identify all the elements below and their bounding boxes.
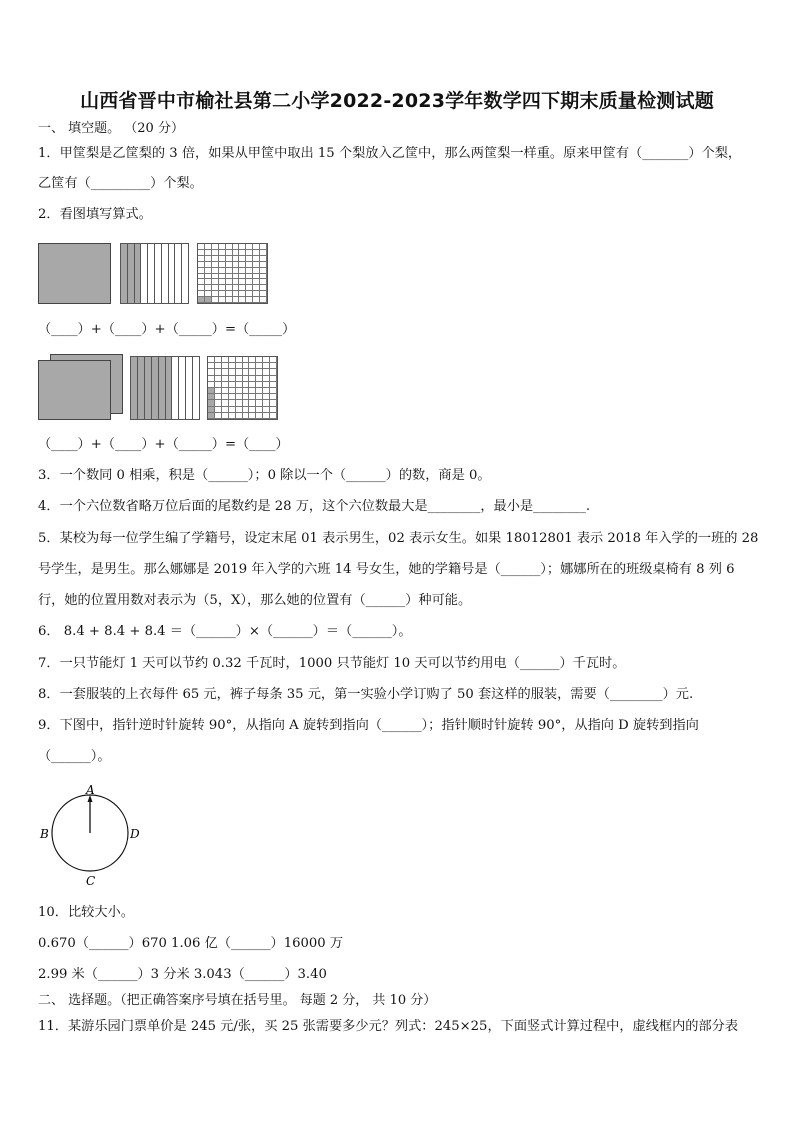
- question-5-line-2: 号学生，是男生。那么娜娜是 2019 年入学的六班 14 号女生，她的学籍号是（______）；娜娜所在的班级桌椅有 8 列 6: [38, 562, 735, 577]
- tenth-rod: [138, 357, 144, 419]
- question-6: 6． 8.4 + 8.4 + 8.4 ＝（______）×（______）＝（______）。: [38, 624, 412, 639]
- question-9-line-1: 9．下图中，指针逆时针旋转 90°，从指向 A 旋转到指向（______）；指针顺时针旋转 90°，从指向 D 旋转到指向: [38, 718, 699, 733]
- hundredth-cell: [236, 413, 243, 419]
- hundredth-cell: [239, 297, 246, 303]
- section-2-heading: 二、 选择题。（把正确答案序号填在括号里。 每题 2 分， 共 10 分）: [38, 993, 437, 1008]
- question-8: 8．一套服装的上衣每件 65 元，裤子每条 35 元，第一实验小学订购了 50 套这样的服装，需要（________）元.: [38, 687, 694, 702]
- hundredth-cell: [233, 297, 240, 303]
- question-2-text: 2．看图填写算式。: [38, 207, 152, 222]
- hundredth-cell: [208, 413, 215, 419]
- question-5-line-3: 行，她的位置用数对表示为（5，X），那么她的位置有（______）种可能。: [38, 593, 472, 608]
- question-10-line-2: 2.99 米（______）3 分米 3.043（______）3.40: [38, 967, 327, 982]
- figure-1-whole-square: [38, 243, 111, 304]
- question-5-line-1: 5．某校为每一位学生编了学籍号，设定末尾 01 表示男生，02 表示女生。如果 18012801 表示 2018 年入学的一班的 28: [38, 531, 759, 546]
- tenth-rod: [193, 357, 199, 419]
- tenth-rod: [182, 244, 188, 303]
- hundredth-cell: [243, 413, 250, 419]
- question-3: 3．一个数同 0 相乘，积是（______）；0 除以一个（______）的数，商是 0。: [38, 468, 491, 483]
- tenth-rod: [141, 244, 147, 303]
- tenth-rod: [166, 357, 172, 419]
- question-9-line-2: （______）。: [38, 749, 111, 764]
- hundredth-cell: [229, 413, 236, 419]
- tenth-rod: [172, 357, 178, 419]
- question-1-line-1: 1．甲筐梨是乙筐梨的 3 倍，如果从甲筐中取出 15 个梨放入乙筐中，那么两筐梨一样重。原来甲筐有（_______）个梨，: [38, 146, 742, 161]
- question-2-formula-1: （____）+（____）+（_____）=（_____）: [38, 322, 296, 337]
- tenth-rod: [148, 244, 154, 303]
- tenth-rod: [128, 244, 134, 303]
- label-c: C: [86, 874, 96, 888]
- hundredth-cell: [263, 413, 270, 419]
- hundredth-cell: [253, 297, 260, 303]
- clock-diagram: [36, 782, 146, 892]
- label-b: B: [40, 827, 49, 841]
- figure-2-whole-square-front: [38, 360, 111, 420]
- label-d: D: [130, 827, 140, 841]
- tenth-rod: [169, 244, 175, 303]
- hundredth-cell: [256, 413, 263, 419]
- hundredth-cell: [205, 297, 212, 303]
- tenth-rod: [155, 244, 161, 303]
- hundredth-cell: [270, 413, 277, 419]
- tenth-rod: [131, 357, 137, 419]
- question-11: 11．某游乐园门票单价是 245 元/张，买 25 张需要多少元？列式：245×25，下面竖式计算过程中，虚线框内的部分表: [38, 1019, 739, 1034]
- tenth-rod: [186, 357, 192, 419]
- tenth-rod: [145, 357, 151, 419]
- figure-1-tenths-grid: [120, 243, 189, 304]
- question-10-text: 10．比较大小。: [38, 905, 134, 920]
- page-title: 山西省晋中市榆社县第二小学2022-2023学年数学四下期末质量检测试题: [80, 90, 714, 112]
- figure-1-hundredths-grid: [197, 243, 268, 304]
- question-7: 7．一只节能灯 1 天可以节约 0.32 千瓦时，1000 只节能灯 10 天可以节约用电（______）千瓦时。: [38, 656, 626, 671]
- hundredth-cell: [249, 413, 256, 419]
- tenth-rod: [179, 357, 185, 419]
- hundredth-cell: [198, 297, 205, 303]
- tenth-rod: [159, 357, 165, 419]
- question-1-line-2: 乙筐有（_________）个梨。: [38, 176, 203, 191]
- question-4: 4．一个六位数省略万位后面的尾数约是 28 万，这个六位数最大是________，最小是________.: [38, 499, 591, 514]
- hundredth-cell: [226, 297, 233, 303]
- figure-2-hundredths-grid: [207, 356, 278, 420]
- hundredth-cell: [222, 413, 229, 419]
- label-a: A: [86, 783, 95, 797]
- figure-2-tenths-grid: [130, 356, 200, 420]
- tenth-rod: [152, 357, 158, 419]
- hundredth-cell: [246, 297, 253, 303]
- question-2-formula-2: （____）+（____）+（_____）=（____）: [38, 437, 289, 452]
- hundredth-cell: [219, 297, 226, 303]
- hundredth-cell: [260, 297, 267, 303]
- hundredth-cell: [212, 297, 219, 303]
- question-10-line-1: 0.670（______）670 1.06 亿（______）16000 万: [38, 936, 344, 951]
- section-1-heading: 一、 填空题。 （20 分）: [38, 121, 184, 136]
- tenth-rod: [135, 244, 141, 303]
- tenth-rod: [162, 244, 168, 303]
- hundredth-cell: [215, 413, 222, 419]
- tenth-rod: [121, 244, 127, 303]
- tenth-rod: [175, 244, 181, 303]
